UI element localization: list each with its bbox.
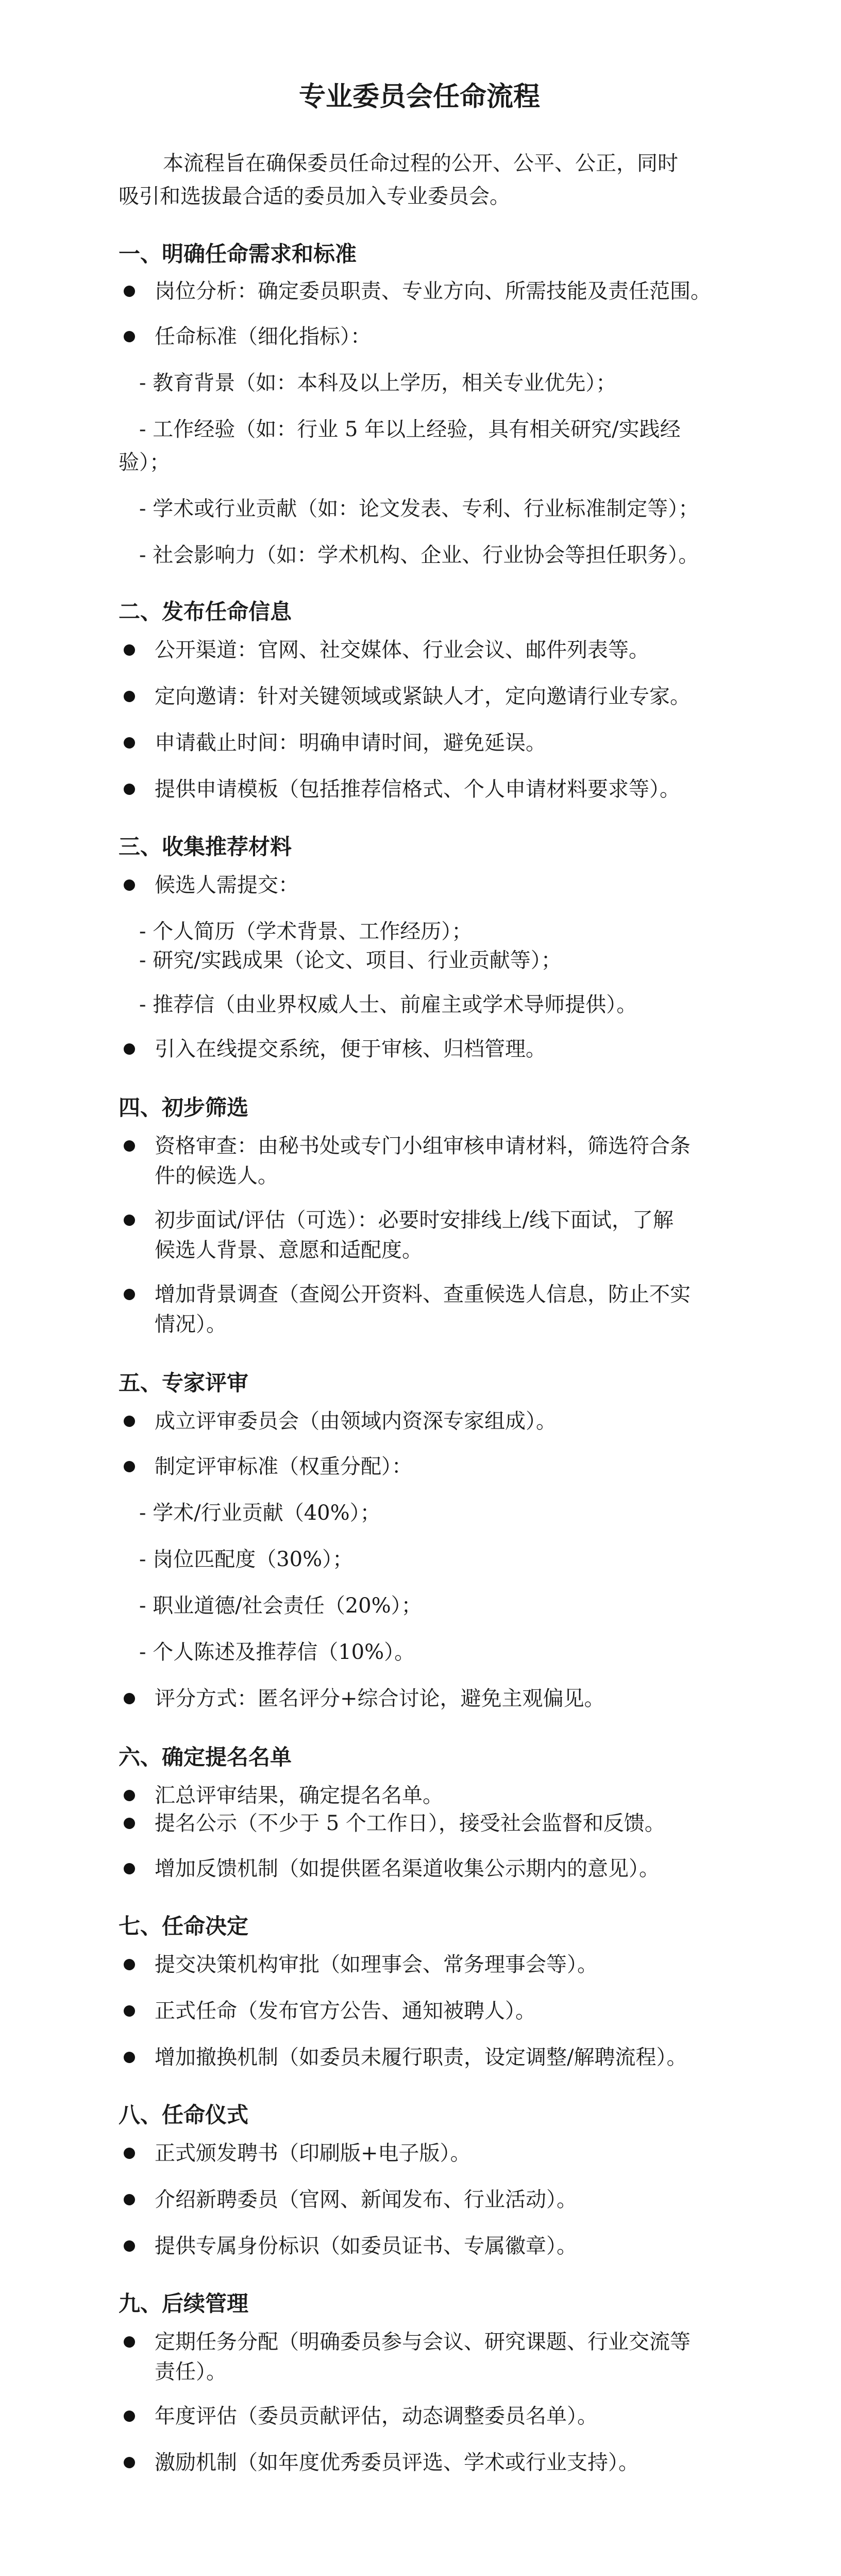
- list-item: 增加背景调查（查阅公开资料、查重候选人信息，防止不实: [155, 1283, 691, 1306]
- sub-item: - 个人陈述及推荐信（10%）。: [139, 1640, 415, 1664]
- bullet-dot: [124, 2005, 135, 2017]
- bullet-dot: [124, 1043, 135, 1055]
- page-title: 专业委员会任命流程: [299, 81, 541, 112]
- section-heading: 九、后续管理: [119, 2291, 249, 2316]
- bullet-dot: [124, 2148, 135, 2159]
- list-item: 申请截止时间：明确申请时间，避免延误。: [155, 731, 546, 755]
- list-item: 候选人需提交：: [155, 873, 299, 897]
- list-item-continuation: 候选人背景、意愿和适配度。: [155, 1238, 423, 1262]
- bullet-dot: [124, 1215, 135, 1226]
- sub-item: - 社会影响力（如：学术机构、企业、行业协会等担任职务）。: [139, 543, 699, 567]
- intro-paragraph-line: 吸引和选拔最合适的委员加入专业委员会。: [119, 185, 510, 208]
- list-item: 公开渠道：官网、社交媒体、行业会议、邮件列表等。: [155, 638, 649, 662]
- bullet-dot: [124, 691, 135, 702]
- bullet-dot: [124, 2411, 135, 2422]
- sub-item: - 岗位匹配度（30%）；: [139, 1548, 354, 1571]
- list-item: 正式颁发聘书（印刷版+电子版）。: [155, 2141, 471, 2165]
- sub-item: - 个人简历（学术背景、工作经历）；: [139, 920, 473, 943]
- list-item: 提名公示（不少于 5 个工作日），接受社会监督和反馈。: [155, 1811, 665, 1835]
- list-item: 正式任命（发布官方公告、通知被聘人）。: [155, 1999, 536, 2023]
- section-heading: 七、任命决定: [119, 1914, 249, 1939]
- list-item: 任命标准（细化指标）：: [155, 325, 371, 348]
- list-item: 提供专属身份标识（如委员证书、专属徽章）。: [155, 2234, 577, 2258]
- section-heading: 五、专家评审: [119, 1370, 249, 1395]
- bullet-dot: [124, 286, 135, 297]
- sub-item: - 研究/实践成果（论文、项目、行业贡献等）；: [139, 949, 562, 972]
- bullet-dot: [124, 1693, 135, 1704]
- bullet-dot: [124, 1863, 135, 1874]
- list-item: 资格审查：由秘书处或专门小组审核申请材料，筛选符合条: [155, 1134, 691, 1158]
- list-item-continuation: 情况）。: [155, 1312, 227, 1336]
- list-item: 制定评审标准（权重分配）：: [155, 1455, 412, 1478]
- list-item: 提供申请模板（包括推荐信格式、个人申请材料要求等）。: [155, 777, 680, 801]
- bullet-dot: [124, 2457, 135, 2468]
- list-item: 增加撤换机制（如委员未履行职责，设定调整/解聘流程）。: [155, 2046, 687, 2069]
- section-heading: 一、明确任命需求和标准: [119, 241, 357, 267]
- section-heading: 六、确定提名名单: [119, 1744, 292, 1770]
- list-item: 评分方式：匿名评分+综合讨论，避免主观偏见。: [155, 1687, 605, 1710]
- section-heading: 四、初步筛选: [119, 1095, 249, 1120]
- intro-paragraph-line: 本流程旨在确保委员任命过程的公开、公平、公正，同时: [163, 152, 678, 175]
- section-heading: 三、收集推荐材料: [119, 834, 292, 859]
- sub-item: - 学术/行业贡献（40%）；: [139, 1501, 381, 1525]
- list-item: 定向邀请：针对关键领域或紧缺人才，定向邀请行业专家。: [155, 685, 691, 708]
- bullet-dot: [124, 737, 135, 749]
- bullet-dot: [124, 331, 135, 342]
- sub-item: - 学术或行业贡献（如：论文发表、专利、行业标准制定等）；: [139, 497, 699, 521]
- list-item: 岗位分析：确定委员职责、专业方向、所需技能及责任范围。: [155, 279, 711, 303]
- sub-item: - 职业道德/社会责任（20%）；: [139, 1594, 422, 1618]
- bullet-dot: [124, 784, 135, 795]
- bullet-dot: [124, 644, 135, 656]
- section-heading: 二、发布任命信息: [119, 599, 292, 624]
- bullet-dot: [124, 2052, 135, 2063]
- bullet-dot: [124, 2240, 135, 2252]
- bullet-dot: [124, 1959, 135, 1970]
- list-item-continuation: 件的候选人。: [155, 1164, 278, 1188]
- bullet-dot: [124, 1416, 135, 1427]
- list-item: 引入在线提交系统，便于审核、归档管理。: [155, 1037, 546, 1061]
- list-item: 激励机制（如年度优秀委员评选、学术或行业支持）。: [155, 2451, 639, 2474]
- bullet-dot: [124, 2336, 135, 2348]
- bullet-dot: [124, 1790, 135, 1801]
- section-heading: 八、任命仪式: [119, 2102, 249, 2128]
- sub-item: - 工作经验（如：行业 5 年以上经验，具有相关研究/实践经: [139, 418, 681, 441]
- bullet-dot: [124, 879, 135, 891]
- list-item: 增加反馈机制（如提供匿名渠道收集公示期内的意见）。: [155, 1857, 660, 1881]
- list-item-continuation: 责任）。: [155, 2360, 227, 2384]
- bullet-dot: [124, 1461, 135, 1472]
- list-item: 初步面试/评估（可选）：必要时安排线上/线下面试，了解: [155, 1208, 674, 1232]
- sub-item: 验）；: [119, 451, 170, 474]
- list-item: 成立评审委员会（由领域内资深专家组成）。: [155, 1409, 557, 1433]
- sub-item: - 教育背景（如：本科及以上学历，相关专业优先）；: [139, 371, 617, 395]
- bullet-dot: [124, 1818, 135, 1829]
- list-item: 介绍新聘委员（官网、新闻发布、行业活动）。: [155, 2188, 577, 2212]
- bullet-dot: [124, 1289, 135, 1300]
- list-item: 年度评估（委员贡献评估，动态调整委员名单）。: [155, 2404, 598, 2428]
- list-item: 提交决策机构审批（如理事会、常务理事会等）。: [155, 1953, 598, 1976]
- list-item: 定期任务分配（明确委员参与会议、研究课题、行业交流等: [155, 2330, 691, 2354]
- sub-item: - 推荐信（由业界权威人士、前雇主或学术导师提供）。: [139, 993, 637, 1017]
- list-item: 汇总评审结果，确定提名名单。: [155, 1784, 443, 1807]
- bullet-dot: [124, 1140, 135, 1152]
- bullet-dot: [124, 2194, 135, 2205]
